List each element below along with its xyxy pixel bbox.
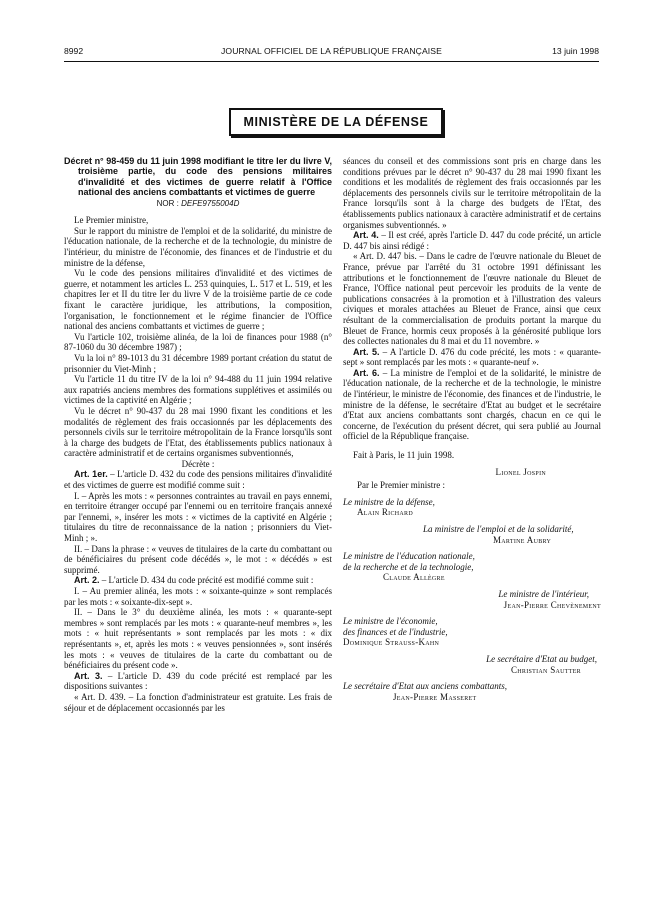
education-name: Claude Allègre (383, 572, 445, 583)
article-text: « Art. D. 439. – La fonction d'administrateur est gratuite. Les frais de séjour et de déplacement occasionnés par les (64, 691, 332, 713)
article-paragraph (343, 347, 601, 368)
signature-block (343, 450, 601, 702)
ministry-heading: MINISTÈRE DE LA DÉFENSE (229, 108, 443, 136)
article-label: Art. 3. (74, 670, 103, 681)
pm-name: Lionel Jospin (495, 466, 546, 477)
article-text: – L'article D. 434 du code précité est modifié comme suit : (99, 575, 314, 586)
preamble (64, 215, 332, 459)
ac-title: Le secrétaire d'Etat aux anciens combattants, (343, 681, 508, 692)
article-label: Art. 2. (74, 575, 100, 586)
articles-right (343, 156, 601, 442)
education-title-1: Le ministre de l'éducation nationale, (343, 551, 475, 562)
article-subparagraph (64, 607, 332, 671)
article-subparagraph (64, 586, 332, 607)
page-number: 8992 (64, 46, 84, 56)
article-subparagraph (343, 156, 601, 230)
decree-title: Décret n° 98-459 du 11 juin 1998 modifiant le titre Ier du livre V, troisième partie, du code des pensions militaires d'invalidité et des victimes de guerre relatif à l'Office national des anciens combattants et victimes de guerre (64, 156, 332, 198)
header-rule (64, 61, 599, 62)
preamble-paragraph: Le Premier ministre, (74, 215, 149, 226)
article-text: « Art. D. 447 bis. – Dans le cadre de l'œuvre nationale du Bleuet de France, prévue par l'arrêté du 31 octobre 1991 définissant les attributions et le fonctionnement de l'œuvre nationale du Bleuet de France, l'Office national peut percevoir les produits de la vente de publications consacrées à la promotion et à l'illustration des valeurs civiques et morales attachées au Bleuet de France, ainsi que ceux résultant de la commercialisation de produits portant la marque du Bleuet de France, hormis ceux proposés à la générosité publique lors des collectes nationales du 8 mai et du 11 novembre. » (343, 251, 601, 347)
article-subparagraph (343, 251, 601, 346)
left-column (64, 156, 332, 713)
article-paragraph (343, 368, 601, 442)
article-text: séances du conseil et des commissions sont pris en charge dans les conditions prévues par le décret n° 90-437 du 28 mai 1990 fixant les conditions et les modalités de règlement des frais occasionnés par les déplacements des personnels civils sur le territoire métropolitain de la France lorsqu'ils sont à la charge des budgets de l'Etat, des établissements publics nationaux à caractère administratif et de certains organismes subventionnés. » (343, 156, 601, 230)
economie-name: Dominique Strauss-Kahn (343, 637, 440, 648)
defense-title: Le ministre de la défense, (343, 496, 435, 507)
article-text: – Il est créé, après l'article D. 447 du code précité, un article D. 447 bis ainsi rédigé : (343, 230, 601, 251)
preamble-paragraph: Vu le décret n° 90-437 du 28 mai 1990 fixant les conditions et les modalités de règlement des frais occasionnés par les déplacements des personnels civils sur le territoire métropolitain de la France lorsqu'ils sont à la charge des budgets de l'Etat, des établissements publics nationaux à caractère administratif et de certains organismes subventionnés, (64, 405, 332, 459)
preamble-paragraph: Vu le code des pensions militaires d'invalidité et des victimes de guerre, et notamment les articles L. 253 quinquies, L. 517 et L. 519, et les chapitres Ier et II du titre Ier du livre V de la troisième partie de ce code fixant le caractère juridique, les attributions, la composition, l'organisation, le fonctionnement et le régime financier de l'Office national des anciens combattants et victimes de guerre ; (64, 268, 332, 332)
decrete-line: Décrète : (181, 458, 215, 469)
defense-name: Alain Richard (357, 507, 413, 518)
pm-lead: Par le Premier ministre : (357, 480, 445, 491)
article-paragraph (64, 469, 332, 490)
page-header (64, 46, 599, 60)
economie-title-1: Le ministre de l'économie, (343, 616, 438, 627)
economie-title-2: des finances et de l'industrie, (343, 626, 448, 637)
ac-name: Jean-Pierre Masseret (393, 691, 477, 702)
nor-label: NOR : (156, 198, 179, 208)
preamble-paragraph: Vu l'article 102, troisième alinéa, de la loi de finances pour 1988 (n° 87-1060 du 30 décembre 1987) ; (64, 331, 332, 353)
article-label: Art. 4. (353, 230, 379, 241)
article-text: I. – Après les mots : « personnes contraintes au travail en pays ennemi, en territoire étranger occupé par l'ennemi ou en territoire français annexé par l'ennemi, », insérer les mots : « victimes de la captivité en Algérie ; titulaires du titre de reconnaissance de la nation ; prisonniers du Viet-Minh ; ». (64, 490, 332, 544)
article-paragraph (64, 671, 332, 692)
article-paragraph (343, 230, 601, 251)
article-paragraph (64, 575, 332, 586)
article-text: – L'article D. 432 du code des pensions militaires d'invalidité et des victimes de guerre est modifié comme suit : (64, 469, 332, 491)
right-column (343, 156, 601, 702)
interieur-name: Jean-Pierre Chevènement (503, 599, 601, 610)
journal-title: JOURNAL OFFICIEL DE LA RÉPUBLIQUE FRANÇAISE (221, 46, 442, 56)
article-text: – La ministre de l'emploi et de la solidarité, le ministre de l'éducation nationale, de la recherche et de la technologie, le ministre de l'intérieur, le ministre de l'économie, des finances et de l'industrie, le ministre de la défense, le secrétaire d'Etat au budget et le secrétaire d'Etat aux anciens combattants sont chargés, chacun en ce qui le concerne, de l'exécution du présent décret, qui sera publié au Journal officiel de la République française. (343, 367, 601, 442)
education-title-2: de la recherche et de la technologie, (343, 561, 474, 572)
issue-date: 13 juin 1998 (552, 46, 599, 56)
article-subparagraph (64, 692, 332, 713)
article-label: Art. 5. (353, 346, 380, 357)
emploi-title: La ministre de l'emploi et de la solidarité, (423, 524, 574, 534)
article-text: I. – Au premier alinéa, les mots : « soixante-quinze » sont remplacés par les mots : « soixante-dix-sept ». (64, 586, 332, 607)
article-label: Art. 1er. (74, 469, 108, 480)
nor-code: DEFE9755004D (181, 198, 240, 208)
nor-reference (64, 199, 332, 210)
place-date: Fait à Paris, le 11 juin 1998. (353, 450, 455, 461)
article-text: – A l'article D. 476 du code précité, les mots : « quarante-sept » sont remplacés par les mots : « quarante-neuf ». (343, 346, 601, 368)
emploi-name: Martine Aubry (493, 534, 552, 545)
preamble-paragraph: Vu la loi n° 89-1013 du 31 décembre 1989 portant création du statut de prisonnier du Viet-Minh ; (64, 352, 332, 374)
article-subparagraph (64, 544, 332, 576)
preamble-paragraph: Vu l'article 11 du titre IV de la loi n° 94-488 du 11 juin 1994 relative aux rapatriés anciens membres des formations supplétives et assimilés ou victimes de la captivité en Algérie ; (64, 374, 332, 406)
interieur-title: Le ministre de l'intérieur, (498, 588, 589, 599)
article-subparagraph (64, 491, 332, 544)
budget-name: Christian Sautter (510, 664, 581, 675)
article-text: – L'article D. 439 du code précité est remplacé par les dispositions suivantes : (64, 670, 332, 692)
article-text: II. – Dans la phrase : « veuves de titulaires de la carte du combattant ou de bénéficiaires du présent code décédés », le mot : « décédés » est supprimé. (64, 543, 332, 575)
articles-left (64, 469, 332, 713)
article-text: II. – Dans le 3° du deuxième alinéa, les mots : « quarante-sept membres » sont remplacés par les mots : « quarante-neuf membres », les mots : « huit représentants » sont remplacés par les mots : « dix représentants », et, après les mots : « veuves pensionnées », sont insérés les mots : « veuves de titulaires de la carte du combattant ou de bénéficiaires du présent code ». (64, 607, 332, 671)
article-label: Art. 6. (353, 367, 380, 378)
budget-title: Le secrétaire d'Etat au budget, (486, 653, 597, 664)
preamble-paragraph: Sur le rapport du ministre de l'emploi et de la solidarité, du ministre de l'éducation nationale, de la recherche et de la technologie, du ministre de l'intérieur, du ministre de l'économie, des finances et de l'industrie et du ministre de la défense, (64, 225, 332, 268)
